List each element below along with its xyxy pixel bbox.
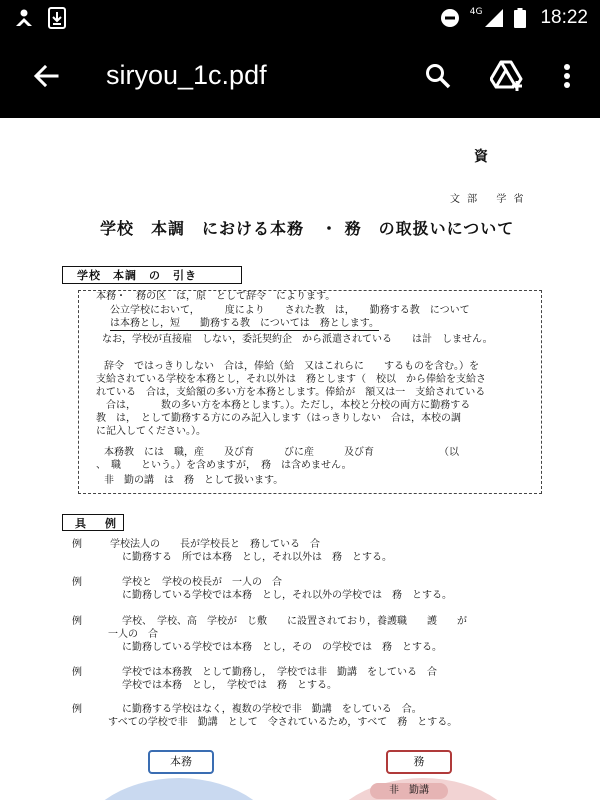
box-line: 公立学校において， 度により された教 は， 勤務する教 について bbox=[110, 305, 470, 316]
box-line: 本務・ 務の区 は，原 として辞令 によります。 bbox=[96, 291, 336, 302]
example-marker: 例 bbox=[72, 704, 82, 715]
example-marker: 例 bbox=[72, 616, 82, 627]
box-line: 、 職 という。）を含めますが， 務 は含めません。 bbox=[96, 460, 352, 471]
example-line: 学校法人の 長が学校長と 務している 合 bbox=[110, 539, 320, 550]
box-line: 支給されている学校を本務とし，それ以外は 務とします（ 校以 から俸給を支給さ bbox=[96, 374, 486, 385]
box-line: なお，学校が直接雇 しない，委託契約企 から派遣されている は計 しません。 bbox=[102, 334, 493, 345]
signal-icon bbox=[484, 7, 504, 29]
main-duty-label: 本務 bbox=[148, 750, 214, 774]
box-line: に記入してください。）。 bbox=[96, 426, 206, 437]
search-button[interactable] bbox=[418, 58, 458, 98]
section-heading-label: 学校 本調 の 引き bbox=[77, 269, 197, 282]
box-line: れている 合は，支給額の多い方を本務とします。俸給が 額又は一 支給されている bbox=[96, 387, 486, 398]
box-line: 教 は， として勤務する方にのみ記入します（はっきりしない 合は，本校の調 bbox=[96, 413, 461, 424]
example-line: 学校では本務教 として勤務し， 学校では非 勤講 をしている 合 bbox=[122, 667, 437, 678]
part-time-lecturer-pill: 非 勤講 bbox=[370, 783, 448, 799]
examples-heading bbox=[62, 514, 124, 531]
battery-icon bbox=[514, 7, 526, 29]
back-arrow-icon bbox=[33, 63, 59, 93]
box-line: 非 勤の講 は 務 として扱います。 bbox=[104, 475, 284, 486]
do-not-disturb-icon bbox=[440, 7, 460, 29]
more-options-button[interactable] bbox=[552, 58, 582, 98]
example-marker: 例 bbox=[72, 667, 82, 678]
box-line: は本務とし，短 勤務する教 については 務とします。 bbox=[110, 318, 379, 329]
back-button[interactable] bbox=[26, 58, 66, 98]
app-notification-icon bbox=[14, 7, 34, 29]
document-title: 学校 本調 における本務 ・ 務 の取扱いについて bbox=[100, 219, 515, 238]
clock: 18:22 bbox=[540, 7, 588, 28]
section-heading bbox=[62, 266, 242, 284]
more-vert-icon bbox=[563, 63, 571, 93]
examples-heading-label: 具 例 bbox=[75, 517, 120, 530]
main-duty-circle bbox=[74, 778, 284, 800]
example-line: 学校と 学校の校長が 一人の 合 bbox=[122, 577, 282, 588]
example-line: 一人の 合 bbox=[108, 629, 158, 640]
pdf-page[interactable] bbox=[0, 118, 600, 800]
example-line: 学校では本務 とし， 学校では 務 とする。 bbox=[122, 680, 337, 691]
download-icon bbox=[48, 7, 66, 29]
box-line: 辞令 ではっきりしない 合は，俸給（給 又はこれらに するものを含む。）を bbox=[104, 361, 479, 372]
box-line: 合は， 数の多い方を本務とします。）。ただし，本校と分校の両方に勤務する bbox=[96, 400, 471, 411]
example-line: に勤務している学校では本務 とし，その の学校では 務 とする。 bbox=[122, 642, 442, 653]
document-header-mark: 資 bbox=[474, 149, 488, 165]
example-line: に勤務する 所では本務 とし，それ以外は 務 とする。 bbox=[122, 552, 392, 563]
app-bar bbox=[0, 36, 600, 118]
ministry-name: 文 部 学 省 bbox=[450, 194, 526, 205]
example-line: に勤務している学校では本務 とし，それ以外の学校では 務 とする。 bbox=[122, 590, 452, 601]
concurrent-duty-label: 務 bbox=[386, 750, 452, 774]
search-icon bbox=[424, 62, 452, 94]
file-title: siryou_1c.pdf bbox=[106, 60, 267, 90]
google-drive-add-icon bbox=[490, 60, 526, 96]
example-line: 学校、 学校、高 学校が じ敷 に設置されており，養護職 護 が bbox=[122, 616, 467, 627]
status-bar bbox=[0, 0, 600, 36]
example-marker: 例 bbox=[72, 577, 82, 588]
example-line: すべての学校で非 勤講 として 令されているため，すべて 務 とする。 bbox=[108, 717, 458, 728]
example-marker: 例 bbox=[72, 539, 82, 550]
example-line: に勤務する学校はなく，複数の学校で非 勤講 をしている 合。 bbox=[122, 704, 422, 715]
network-type-label: 4G bbox=[469, 7, 483, 17]
add-to-drive-button[interactable] bbox=[486, 56, 530, 100]
box-line: 本務教 には 職，産 及び育 びに産 及び育 （以 bbox=[104, 447, 459, 458]
